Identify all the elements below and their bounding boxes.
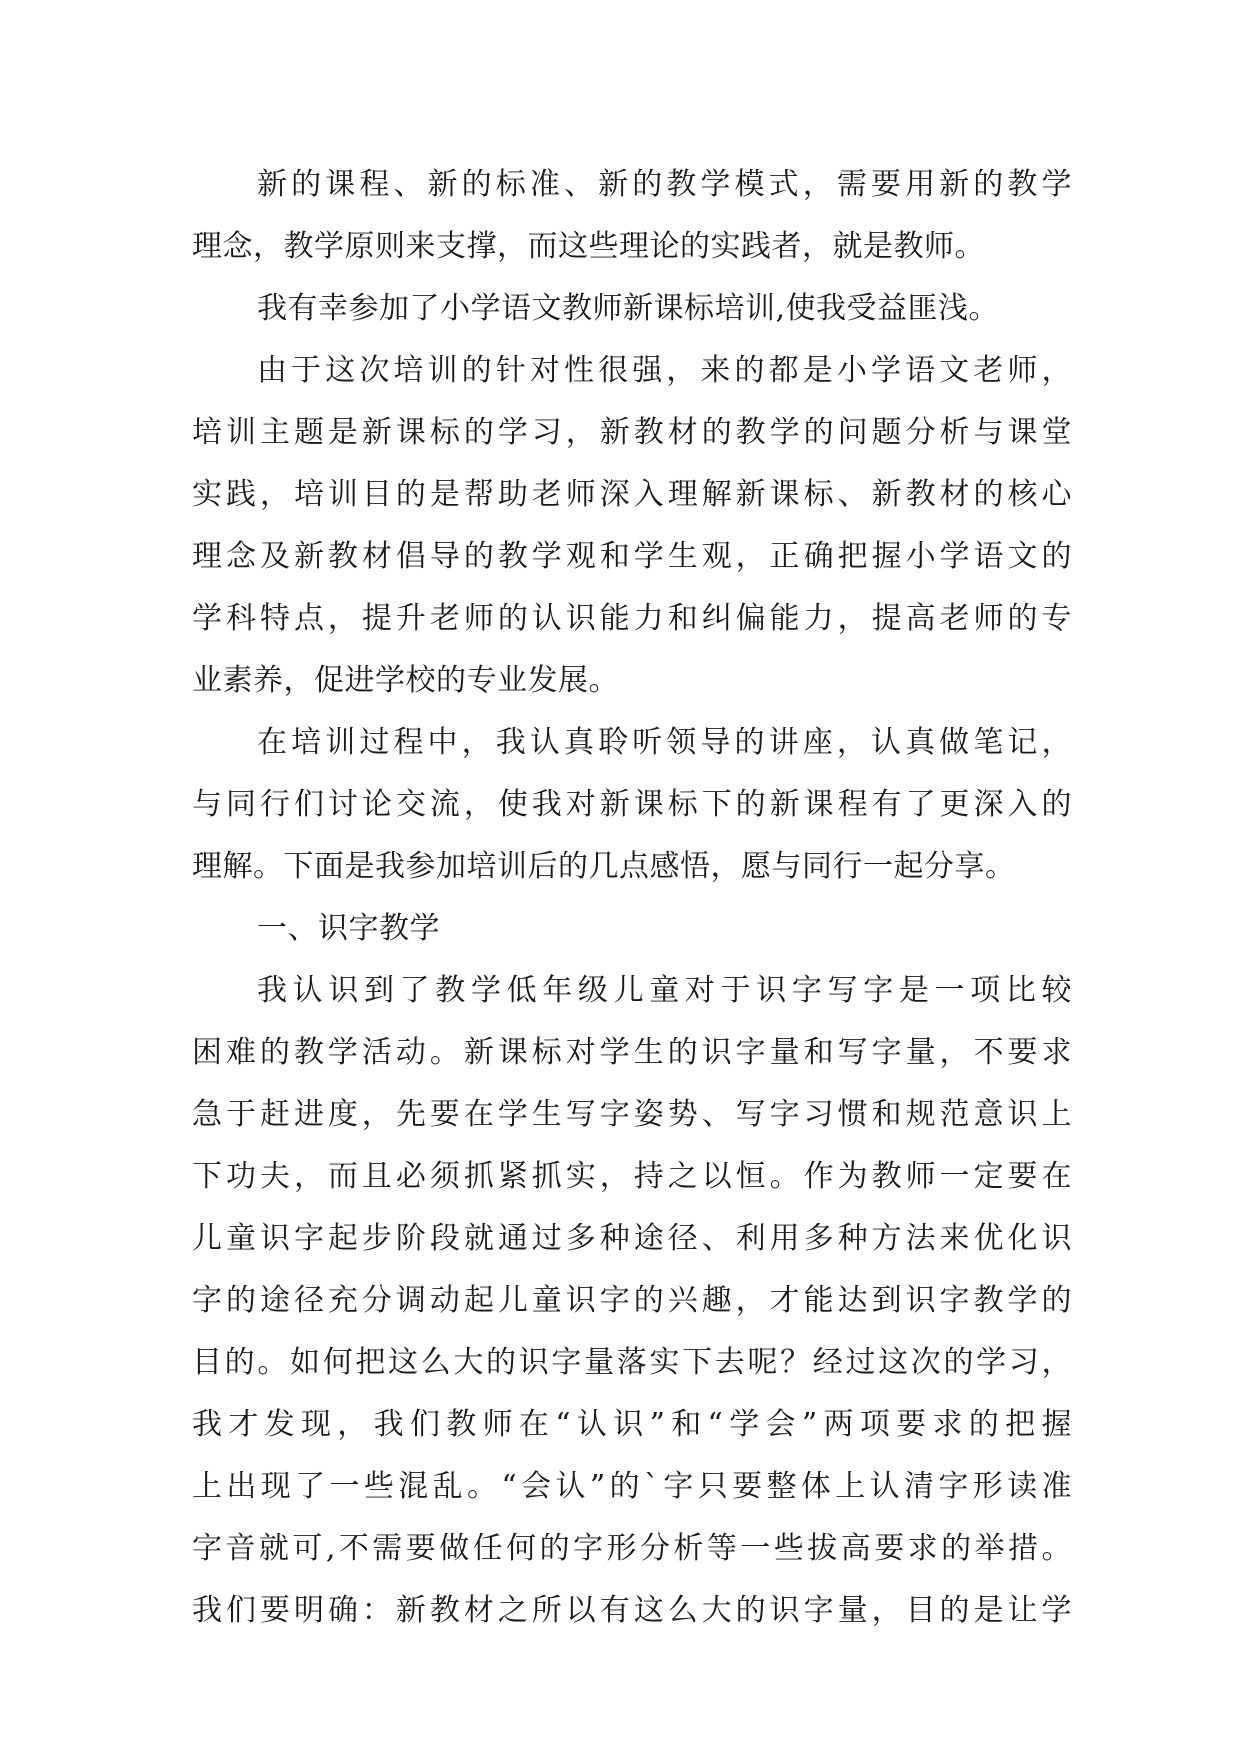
text-line: 理解。下面是我参加培训后的几点感悟，愿与同行一起分享。 — [192, 849, 1016, 884]
text-line: 实践，培训目的是帮助老师深入理解新课标、新教材的核心 — [192, 477, 1072, 512]
text-line: 理念及新教材倡导的教学观和学生观，正确把握小学语文的 — [192, 539, 1072, 574]
text-line: 困难的教学活动。新课标对学生的识字量和写字量，不要求 — [192, 1035, 1072, 1070]
text-line: 与同行们讨论交流，使我对新课标下的新课程有了更深入的 — [192, 787, 1072, 822]
text-line: 在培训过程中，我认真聆听领导的讲座，认真做笔记， — [257, 725, 1072, 760]
text-line: 理念，教学原则来支撑，而这些理论的实践者，就是教师。 — [192, 229, 985, 264]
body-text — [192, 154, 1072, 1642]
text-line: 新的课程、新的标准、新的教学模式，需要用新的教学 — [257, 167, 1072, 202]
text-line: 学科特点，提升老师的认识能力和纠偏能力，提高老师的专 — [192, 601, 1072, 636]
text-line: 由于这次培训的针对性很强，来的都是小学语文老师， — [257, 353, 1072, 388]
text-line: 儿童识字起步阶段就通过多种途径、利用多种方法来优化识 — [192, 1221, 1072, 1256]
text-line: 我有幸参加了小学语文教师新课标培训,使我受益匪浅。 — [257, 291, 1000, 326]
text-line: 培训主题是新课标的学习，新教材的教学的问题分析与课堂 — [192, 415, 1072, 450]
text-line: 上出现了一些混乱。“会认”的`字只要整体上认清字形读准 — [192, 1469, 1072, 1504]
text-line: 急于赶进度，先要在学生写字姿势、写字习惯和规范意识上 — [192, 1097, 1072, 1132]
text-line: 我认识到了教学低年级儿童对于识字写字是一项比较 — [257, 973, 1072, 1008]
text-line: 我才发现，我们教师在“认识”和“学会”两项要求的把握 — [192, 1407, 1072, 1442]
text-line: 业素养，促进学校的专业发展。 — [192, 663, 619, 698]
text-line: 字的途径充分调动起儿童识字的兴趣，才能达到识字教学的 — [192, 1283, 1072, 1318]
text-line: 我们要明确：新教材之所以有这么大的识字量，目的是让学 — [192, 1593, 1072, 1628]
text-line: 一、识字教学 — [257, 911, 440, 946]
text-line: 目的。如何把这么大的识字量落实下去呢？经过这次的学习， — [192, 1345, 1072, 1380]
text-line: 字音就可,不需要做任何的字形分析等一些拔高要求的举措。 — [192, 1531, 1072, 1566]
text-line: 下功夫，而且必须抓紧抓实，持之以恒。作为教师一定要在 — [192, 1159, 1072, 1194]
